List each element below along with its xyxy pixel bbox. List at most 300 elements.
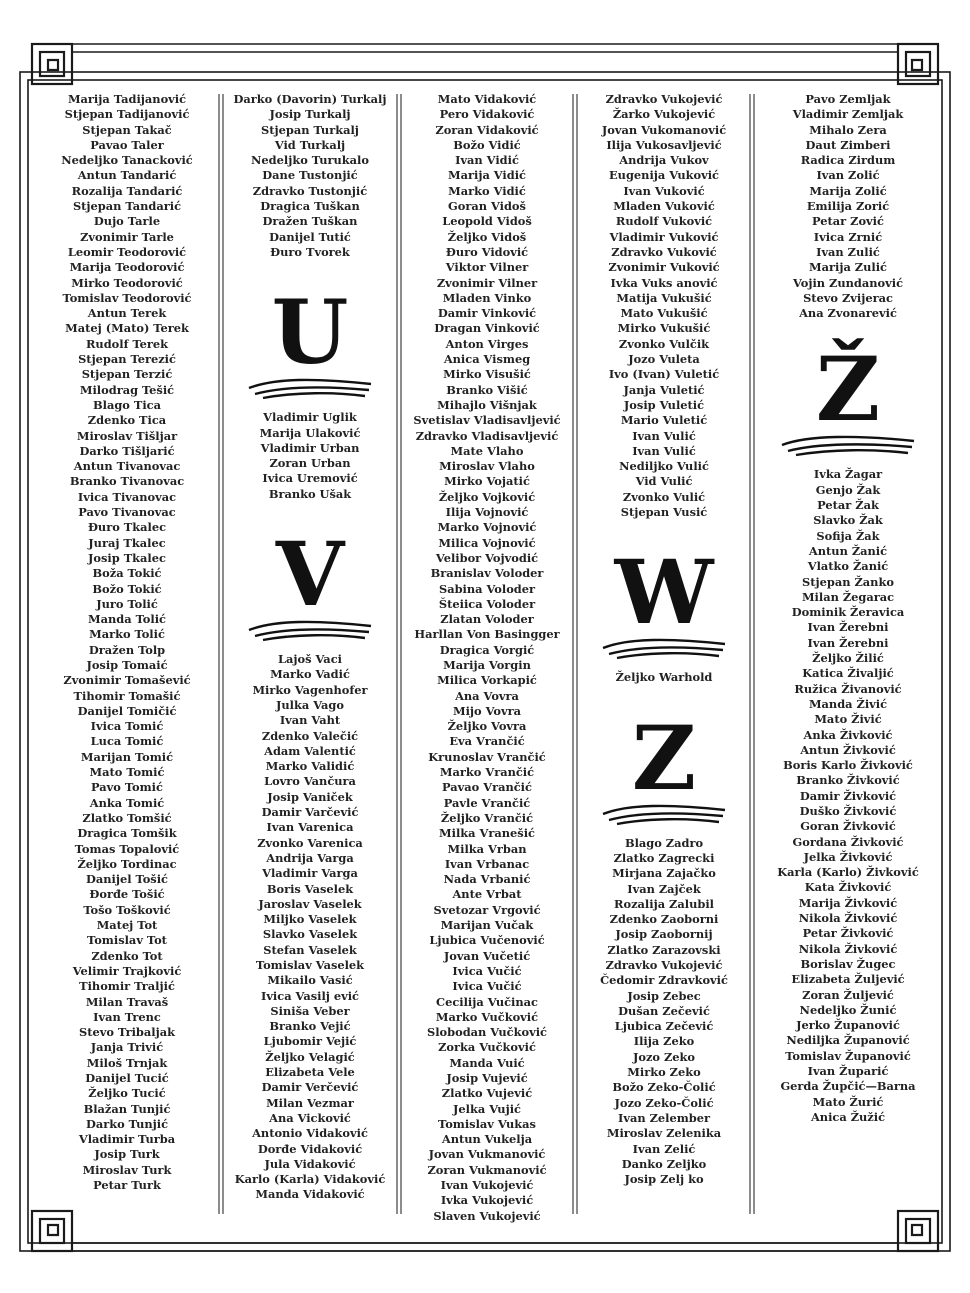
- name-entry: Dujo Tarle: [93, 214, 161, 229]
- name-entry: Radica Zirdum: [800, 153, 896, 168]
- name-entry: Leomir Teodorović: [67, 244, 187, 259]
- name-entry: Miroslav Turk: [82, 1162, 172, 1177]
- name-entry: Gerda Župčić—Barna: [780, 1079, 916, 1094]
- name-entry: Tihomir Tomašić: [73, 688, 181, 703]
- name-entry: Stjepan Turkalj: [261, 122, 359, 137]
- name-entry: Zvonimir Tarle: [80, 229, 174, 244]
- name-entry: Mijo Vovra: [452, 703, 521, 718]
- name-entry: Đuro Tvorek: [270, 244, 350, 259]
- name-entry: Vid Turkalj: [274, 137, 346, 152]
- name-entry: Darko (Davorin) Turkalj: [233, 92, 387, 106]
- name-entry: Ivan Vulić: [632, 428, 696, 443]
- name-entry: Mirko Vukušić: [617, 321, 711, 336]
- letter-heading: U: [271, 280, 349, 385]
- name-entry: Ante Vrbat: [452, 887, 522, 902]
- name-entry: Antun Tandarić: [77, 168, 177, 183]
- name-entry: Josip Tomaić: [86, 657, 168, 672]
- name-entry: Miljko Vaselek: [263, 912, 357, 927]
- name-entry: Milan Vezmar: [266, 1095, 354, 1110]
- name-list: [580, 670, 748, 685]
- name-entry: Mato Živić: [814, 712, 882, 727]
- name-entry: Krunoslav Vrančić: [428, 749, 546, 764]
- name-entry: Ivan Vrbanac: [444, 856, 530, 871]
- name-entry: Vladimir Vuković: [609, 229, 719, 244]
- name-entry: Manda Tolić: [88, 612, 166, 627]
- name-entry: Jula Vidaković: [264, 1156, 356, 1171]
- name-entry: Željko Warhold: [615, 670, 713, 685]
- name-entry: Marijan Vučak: [440, 918, 534, 933]
- name-entry: Vladimir Urban: [260, 440, 360, 455]
- name-entry: Mato Žurić: [812, 1094, 884, 1109]
- name-entry: Ana Vovra: [455, 688, 519, 703]
- name-entry: Mato Tomić: [89, 765, 165, 780]
- name-entry: Matija Vukušić: [616, 290, 712, 305]
- name-entry: Mirko Teodorović: [71, 275, 183, 290]
- section-letter-z-caron: [758, 337, 938, 457]
- name-entry: Ivan Žerebni: [807, 635, 889, 650]
- name-entry: Matej (Mato) Terek: [65, 321, 189, 336]
- name-entry: Zoran Urban: [269, 456, 351, 471]
- name-entry: Stjepan Terezić: [78, 352, 176, 367]
- name-entry: Goran Živković: [800, 819, 896, 834]
- names-column-1: [40, 92, 214, 1193]
- name-entry: Mirko Zeko: [627, 1065, 701, 1080]
- name-entry: Anton Virges: [445, 336, 529, 351]
- name-entry: Ilija Vukosavljević: [606, 137, 722, 152]
- name-entry: Zvonko Varenica: [257, 835, 363, 850]
- name-entry: Željko Tordinac: [77, 856, 177, 871]
- name-list: [580, 92, 748, 520]
- name-entry: Harllan Von Basingger: [414, 627, 560, 642]
- name-entry: Tomislav Vukas: [438, 1116, 536, 1131]
- name-entry: Miloš Trnjak: [86, 1055, 168, 1070]
- name-entry: Ivan Žerebni: [807, 620, 889, 635]
- name-entry: Mato Vidaković: [437, 92, 537, 106]
- name-entry: Marko Vojnović: [437, 520, 537, 535]
- name-entry: Danijel Tutić: [269, 229, 351, 244]
- name-entry: Nedeljko Tanacković: [61, 153, 193, 168]
- letter-heading: W: [614, 540, 714, 645]
- name-entry: Eugenija Vuković: [608, 168, 719, 183]
- name-entry: Vlatko Žanić: [807, 559, 889, 574]
- name-entry: Ljubomir Vejić: [263, 1034, 357, 1049]
- name-entry: Antun Tivanovac: [73, 459, 181, 474]
- name-entry: Dominik Žeravica: [791, 605, 905, 620]
- name-entry: Marko Vidić: [448, 183, 526, 198]
- name-entry: Ilija Vojnović: [445, 505, 529, 520]
- name-entry: Branislav Voloder: [430, 566, 544, 581]
- name-entry: Josip Zelj ko: [624, 1172, 704, 1187]
- name-entry: Stjepan Žanko: [802, 574, 894, 589]
- name-entry: Elizabeta Žuljević: [791, 972, 905, 987]
- name-entry: Pavo Zemljak: [805, 92, 891, 106]
- name-entry: Josip Tkalec: [88, 550, 166, 565]
- name-entry: Dražen Tuškan: [262, 214, 358, 229]
- letter-heading: Ž: [815, 337, 881, 442]
- name-entry: Stevo Zvijerac: [803, 290, 893, 305]
- name-entry: Sabina Voloder: [438, 581, 536, 596]
- name-entry: Marko Tolić: [89, 627, 165, 642]
- name-entry: Katica Živaljić: [802, 666, 894, 681]
- name-entry: Rudolf Vuković: [615, 214, 713, 229]
- name-entry: Svetislav Vladisavljević: [413, 413, 561, 428]
- name-entry: Goran Vidoš: [448, 199, 526, 214]
- name-entry: Zoran Vukmanović: [427, 1162, 547, 1177]
- name-entry: Anica Vismeg: [443, 352, 531, 367]
- name-entry: Mirko Vojatić: [444, 474, 530, 489]
- name-entry: Janja Trivić: [90, 1040, 164, 1055]
- name-entry: Zlatan Voloder: [440, 612, 534, 627]
- name-entry: Ilija Zeko: [633, 1034, 695, 1049]
- name-entry: Jaroslav Vaselek: [258, 896, 362, 911]
- names-column-3: [404, 92, 570, 1224]
- name-entry: Darko Tunjić: [85, 1116, 169, 1131]
- name-entry: Tomislav Županović: [785, 1048, 911, 1063]
- name-entry: Zdenko Zaoborni: [609, 912, 719, 927]
- name-entry: Ana Vicković: [269, 1110, 351, 1125]
- name-entry: Velibor Vojvodić: [435, 550, 539, 565]
- name-entry: Zlatko Vujević: [441, 1086, 533, 1101]
- name-entry: Zlatko Zagrecki: [613, 850, 715, 865]
- name-entry: Stevo Tribaljak: [79, 1025, 175, 1040]
- name-entry: Branko Tivanovac: [69, 474, 185, 489]
- name-entry: Mihalo Zera: [809, 122, 887, 137]
- name-entry: Cecilija Vučinac: [436, 994, 538, 1009]
- name-entry: Marija Zolić: [809, 183, 887, 198]
- name-entry: Stjepan Tandarić: [72, 199, 182, 214]
- name-list: [404, 92, 570, 1224]
- name-entry: Dražen Tolp: [88, 642, 166, 657]
- name-entry: Danijel Tucić: [85, 1071, 169, 1085]
- name-entry: Pavao Vrančić: [442, 780, 532, 795]
- name-entry: Julka Vago: [276, 697, 344, 712]
- name-entry: Tihomir Traljić: [79, 979, 175, 994]
- name-entry: Mate Vlaho: [450, 443, 524, 458]
- name-entry: Đuro Vidović: [445, 244, 529, 259]
- name-entry: Ivan Zolić: [816, 168, 880, 183]
- name-entry: Elizabeta Vele: [265, 1065, 355, 1080]
- section-letter-u: [226, 280, 394, 400]
- name-entry: Šteiica Voloder: [438, 596, 536, 611]
- name-entry: Zdravko Vukojević: [605, 957, 723, 972]
- name-entry: Zdenko Tica: [87, 413, 167, 428]
- name-entry: Nikola Živković: [798, 911, 898, 926]
- name-entry: Ivka Vukojević: [440, 1193, 534, 1208]
- name-entry: Vladimir Zemljak: [792, 107, 904, 122]
- name-entry: Ivan Župarić: [807, 1064, 889, 1079]
- name-entry: Zvonimir Vilner: [436, 275, 538, 290]
- name-entry: Zorka Vučković: [438, 1040, 536, 1055]
- name-entry: Ivica Vučić: [452, 979, 522, 994]
- name-entry: Blago Zadro: [624, 835, 704, 850]
- name-entry: Mario Vuletić: [620, 413, 708, 428]
- name-entry: Sofija Žak: [816, 528, 880, 543]
- name-entry: Miroslav Tišljar: [76, 428, 178, 443]
- name-entry: Nediljka Županović: [786, 1033, 910, 1048]
- name-entry: Genjo Žak: [815, 482, 881, 497]
- name-entry: Josip Turk: [94, 1147, 160, 1162]
- name-entry: Marija Zulić: [809, 260, 887, 275]
- name-entry: Andrija Vukov: [619, 153, 709, 168]
- name-entry: Josip Vujević: [446, 1071, 528, 1085]
- name-entry: Antun Žanić: [808, 543, 888, 558]
- name-entry: Petar Žak: [817, 498, 879, 513]
- name-entry: Siniša Veber: [270, 1003, 350, 1018]
- name-entry: Manda Živić: [808, 696, 888, 711]
- name-entry: Dragica Tuškan: [260, 199, 360, 214]
- name-entry: Milan Žegarac: [801, 589, 895, 604]
- name-entry: Vid Vulić: [635, 474, 693, 489]
- section-letter-v: [226, 522, 394, 642]
- section-letter-z: [580, 705, 748, 826]
- name-entry: Zoran Žuljević: [802, 987, 894, 1002]
- name-entry: Boris Karlo Živković: [783, 758, 913, 773]
- name-entry: Stjepan Tadijanović: [64, 107, 190, 122]
- name-entry: Nedeljko Žunić: [799, 1002, 897, 1017]
- name-entry: Čedomir Zdravković: [600, 973, 728, 988]
- name-entry: Zvonko Vulić: [622, 489, 706, 504]
- name-entry: Gordana Živković: [792, 834, 904, 849]
- name-entry: Daut Zimberi: [805, 137, 891, 152]
- name-entry: Pero Vidaković: [439, 107, 535, 122]
- name-entry: Pavo Tomić: [91, 780, 163, 795]
- name-entry: Marko Vučković: [435, 1009, 539, 1024]
- name-entry: Dragan Vinković: [434, 321, 540, 336]
- name-entry: Ljubica Zečević: [614, 1019, 714, 1034]
- name-entry: Željko Tucić: [88, 1086, 166, 1101]
- name-entry: Marija Vorgin: [443, 657, 531, 672]
- letter-heading: V: [275, 522, 345, 627]
- name-entry: Josip Vuletić: [623, 397, 705, 412]
- name-entry: Ivica Tomić: [90, 719, 164, 734]
- name-entry: Stefan Vaselek: [263, 942, 357, 957]
- name-entry: Viktor Vilner: [445, 260, 529, 275]
- name-entry: Janja Vuletić: [623, 382, 705, 397]
- name-entry: Željko Vidoš: [447, 229, 527, 244]
- name-entry: Anka Živković: [803, 727, 893, 742]
- name-entry: Mihajlo Višnjak: [437, 397, 537, 412]
- name-entry: Milica Vojnović: [438, 535, 536, 550]
- name-entry: Slobodan Vučković: [426, 1025, 547, 1040]
- name-entry: Dorđe Vidaković: [257, 1141, 363, 1156]
- name-entry: Blažan Tunjić: [83, 1101, 171, 1116]
- name-entry: Rozalija Tandarić: [71, 183, 183, 198]
- name-entry: Dragica Vorgić: [439, 642, 535, 657]
- name-entry: Božo Zeko-Čolić: [612, 1080, 716, 1095]
- name-entry: Vladimir Uglik: [263, 410, 357, 425]
- name-entry: Ivica Uremović: [262, 471, 358, 486]
- name-entry: Milka Vrban: [447, 841, 527, 856]
- name-entry: Nediljko Vulić: [619, 459, 709, 474]
- name-entry: Zdravko Vuković: [611, 244, 717, 259]
- name-entry: Nedeljko Turukalo: [251, 153, 369, 168]
- name-entry: Ana Zvonarević: [799, 306, 897, 321]
- name-entry: Danijel Tošić: [86, 872, 168, 887]
- name-entry: Milica Vorkapić: [437, 673, 537, 688]
- name-entry: Karla (Karlo) Živković: [777, 865, 919, 880]
- name-entry: Petar Živković: [802, 926, 894, 941]
- name-entry: Pavo Tivanovac: [78, 505, 176, 520]
- name-entry: Božo Vidić: [453, 137, 521, 152]
- name-entry: Milan Travaš: [85, 994, 169, 1009]
- name-entry: Đorđe Tošić: [89, 887, 165, 902]
- name-entry: Pavao Taler: [90, 137, 164, 152]
- name-entry: Mladen Vuković: [613, 199, 715, 214]
- name-list: [226, 92, 394, 260]
- name-entry: Josip Vaniček: [267, 789, 353, 804]
- name-entry: Andrija Varga: [266, 850, 354, 865]
- name-entry: Branko Živković: [796, 773, 900, 788]
- names-column-2: [226, 92, 394, 1203]
- name-entry: Zvonimir Tomašević: [63, 673, 191, 688]
- name-entry: Ivan Vidić: [455, 153, 519, 168]
- name-entry: Branko Ušak: [268, 486, 352, 501]
- name-entry: Boža Tokić: [92, 566, 162, 581]
- name-entry: Marija Tadijanović: [67, 92, 187, 106]
- name-entry: Željko Vovra: [447, 719, 527, 734]
- name-list: [758, 92, 938, 321]
- name-entry: Lajoš Vaci: [278, 652, 342, 667]
- name-entry: Zvonko Vulčik: [618, 336, 710, 351]
- name-entry: Slavko Žak: [813, 513, 883, 528]
- name-entry: Nikola Živković: [798, 941, 898, 956]
- name-entry: Žarko Vukojević: [612, 107, 716, 122]
- name-entry: Kata Živković: [804, 880, 892, 895]
- name-entry: Nada Vrbanić: [443, 872, 531, 887]
- name-entry: Ivan Trenc: [93, 1009, 161, 1024]
- name-entry: Ivan Varenica: [266, 820, 354, 835]
- name-entry: Danijel Tomičić: [77, 703, 177, 718]
- name-entry: Emilija Zorić: [806, 199, 890, 214]
- name-entry: Manda Vidaković: [255, 1187, 365, 1202]
- name-entry: Stjepan Vusić: [620, 505, 708, 520]
- name-entry: Zlatko Zarazovski: [607, 942, 721, 957]
- name-entry: Zdenko Tot: [91, 948, 163, 963]
- name-entry: Tomas Topalović: [74, 841, 180, 856]
- name-entry: Ivan Vuković: [623, 183, 705, 198]
- name-entry: Jovan Vučetić: [443, 948, 531, 963]
- name-entry: Vladimir Turba: [78, 1132, 176, 1147]
- name-entry: Josip Zaobornij: [615, 927, 713, 942]
- name-entry: Slaven Vukojević: [433, 1208, 541, 1223]
- name-entry: Marija Ulaković: [259, 425, 361, 440]
- name-entry: Stjepan Terzić: [81, 367, 173, 382]
- name-entry: Zvonimir Vuković: [608, 260, 720, 275]
- name-list: [40, 92, 214, 1193]
- name-entry: Jelka Vujić: [453, 1101, 521, 1116]
- name-entry: Marko Vadić: [270, 667, 350, 682]
- name-entry: Miroslav Zelenika: [606, 1126, 722, 1141]
- name-entry: Branko Vejić: [269, 1019, 351, 1034]
- name-entry: Dragica Tomšik: [77, 826, 177, 841]
- name-entry: Matej Tot: [96, 918, 158, 933]
- name-entry: Ivan Zajček: [627, 881, 701, 896]
- name-entry: Leopold Vidoš: [442, 214, 532, 229]
- name-entry: Anka Tomić: [89, 795, 165, 810]
- name-entry: Damir Živković: [799, 788, 897, 803]
- name-entry: Jozo Zeko-Čolić: [614, 1095, 714, 1110]
- name-list: [226, 652, 394, 1203]
- name-entry: Branko Višić: [446, 382, 528, 397]
- name-entry: Slavko Vaselek: [262, 927, 358, 942]
- name-entry: Željko Vrančić: [440, 810, 534, 825]
- name-entry: Marija Vidić: [448, 168, 526, 183]
- name-entry: Ivica Vasilj ević: [260, 988, 359, 1003]
- name-entry: Antonio Vidaković: [252, 1126, 368, 1141]
- name-entry: Antun Vukelja: [441, 1132, 533, 1147]
- name-entry: Damir Verčević: [261, 1080, 359, 1095]
- name-entry: Tošo Tošković: [83, 902, 171, 917]
- name-entry: Mladen Vinko: [442, 290, 532, 305]
- name-entry: Ivan Zelić: [632, 1141, 696, 1156]
- name-entry: Ivica Zrnić: [813, 229, 883, 244]
- name-entry: Juraj Tkalec: [88, 535, 166, 550]
- name-entry: Tomislav Vaselek: [255, 957, 365, 972]
- name-entry: Manda Vuić: [449, 1055, 525, 1070]
- name-entry: Marijan Tomić: [80, 749, 174, 764]
- name-entry: Danko Zeljko: [621, 1156, 707, 1171]
- name-entry: Josip Zebec: [627, 988, 701, 1003]
- name-entry: Pavle Vrančić: [443, 795, 531, 810]
- name-entry: Ivan Zelember: [618, 1110, 710, 1125]
- name-entry: Zdravko Tustonjić: [252, 183, 368, 198]
- name-entry: Tomislav Teodorović: [62, 290, 192, 305]
- name-entry: Ivica Vučić: [452, 963, 522, 978]
- name-entry: Jovan Vukmanović: [428, 1147, 546, 1162]
- name-entry: Juro Tolić: [96, 596, 158, 611]
- name-entry: Željko Žilić: [812, 651, 884, 666]
- name-entry: Zoran Vidaković: [435, 122, 539, 137]
- name-entry: Zlatko Tomšić: [82, 810, 172, 825]
- names-column-5: [758, 92, 938, 1125]
- name-entry: Zdravko Vladisavljević: [415, 428, 559, 443]
- name-entry: Stjepan Takač: [82, 122, 172, 137]
- name-entry: Mikailo Vasić: [267, 973, 353, 988]
- name-entry: Borislav Žugec: [800, 956, 896, 971]
- letter-heading: Z: [631, 705, 697, 810]
- name-entry: Marko Vrančić: [439, 765, 535, 780]
- name-entry: Karlo (Karla) Vidaković: [234, 1172, 386, 1187]
- name-entry: Ivo (Ivan) Vuletić: [608, 367, 720, 382]
- name-entry: Duško Živković: [799, 803, 897, 818]
- name-entry: Ivan Vulić: [632, 443, 696, 458]
- name-entry: Miroslav Vlaho: [439, 459, 535, 474]
- name-entry: Antun Živković: [800, 742, 896, 757]
- name-entry: Đuro Tkalec: [87, 520, 167, 535]
- name-entry: Antun Terek: [87, 306, 167, 321]
- name-entry: Marija Živković: [798, 895, 898, 910]
- name-entry: Rudolf Terek: [85, 336, 169, 351]
- name-entry: Mirjana Zajačko: [612, 866, 716, 881]
- name-entry: Adam Valentić: [264, 743, 356, 758]
- section-letter-w: [580, 540, 748, 660]
- name-entry: Vladimir Varga: [262, 866, 358, 881]
- name-entry: Mato Vukušić: [620, 306, 708, 321]
- name-entry: Jozo Zeko: [632, 1049, 696, 1064]
- name-entry: Damir Vinković: [437, 306, 537, 321]
- name-entry: Dušan Zečević: [618, 1003, 710, 1018]
- name-entry: Velimir Trajković: [72, 963, 182, 978]
- name-entry: Lovro Vančura: [264, 774, 356, 789]
- name-entry: Blago Tica: [93, 397, 161, 412]
- name-entry: Ivka Žagar: [813, 467, 883, 482]
- name-entry: Milka Vranešić: [439, 826, 535, 841]
- name-entry: Marko Validić: [265, 759, 355, 774]
- name-entry: Darko Tišljarić: [79, 443, 175, 458]
- name-entry: Ivica Tivanovac: [77, 489, 177, 504]
- name-entry: Anica Žužić: [810, 1109, 886, 1124]
- name-entry: Željko Velagić: [265, 1049, 355, 1064]
